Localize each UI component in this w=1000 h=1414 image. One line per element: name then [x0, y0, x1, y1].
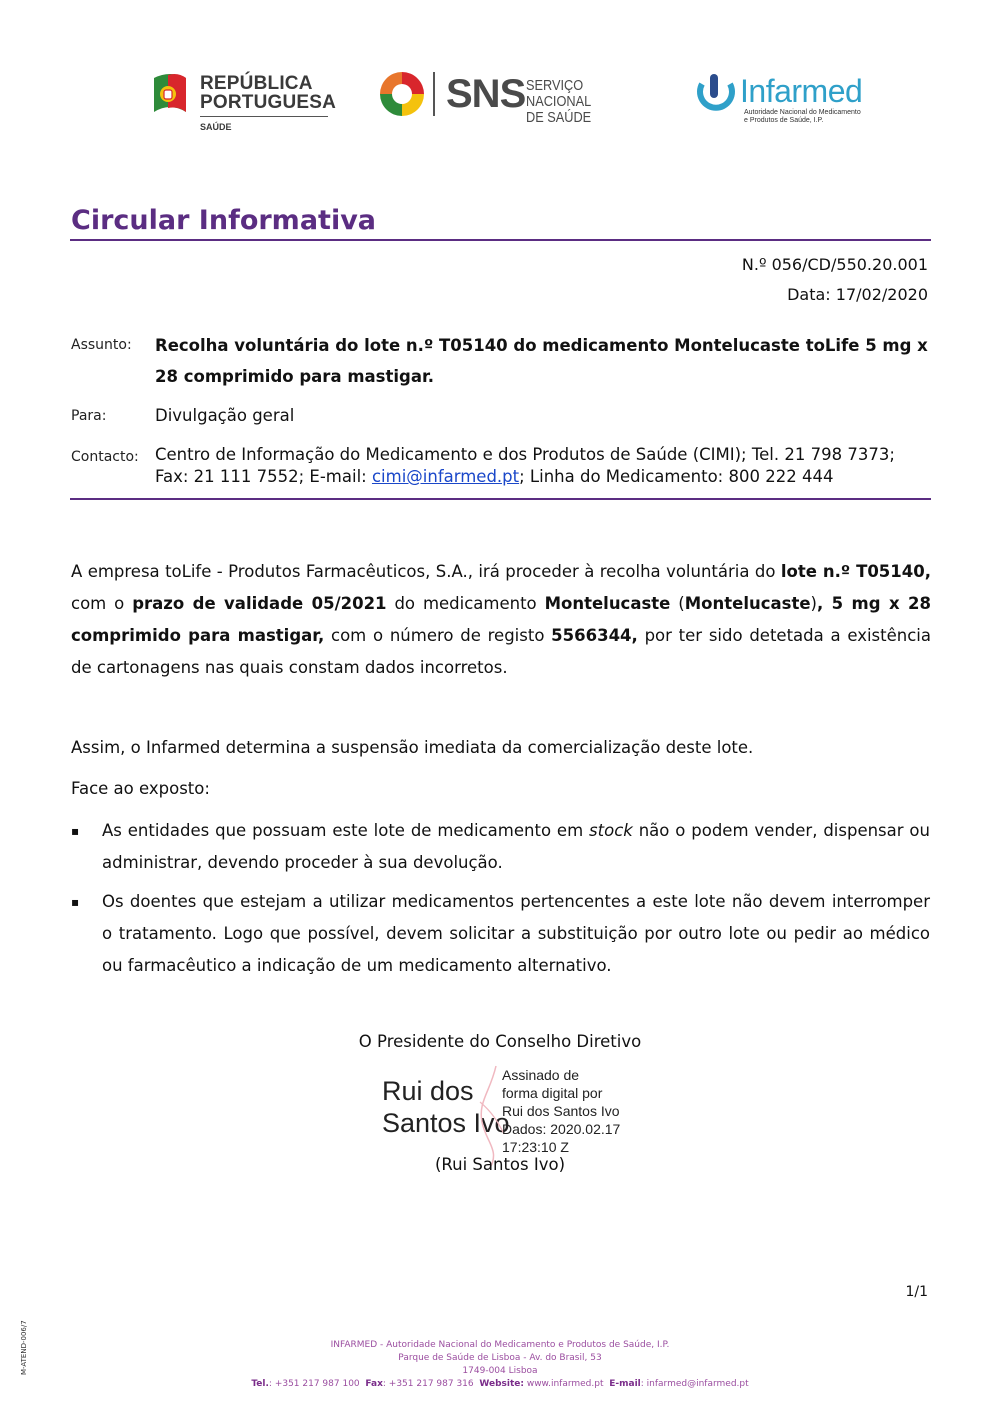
bullet1-text-a: As entidades que possuam este lote de medicamento em: [102, 821, 590, 840]
signatory-printed-name: (Rui Santos Ivo): [434, 1155, 566, 1174]
sns-name-line1: SERVIÇO NACIONAL: [526, 77, 592, 110]
p1-text-d: do medicamento: [386, 594, 545, 613]
rp-line1: REPÚBLICA: [200, 73, 313, 94]
p1-text-a: A empresa toLife - Produtos Farmacêuticos, S.A., irá proceder à recolha voluntária do: [71, 562, 781, 581]
footer-website-label: Website:: [479, 1379, 524, 1389]
bullet-text: Os doentes que estejam a utilizar medicamentos pertencentes a este lote não devem interromper o tratamento. Logo que possível, devem solicitar a substituição por outro lote ou pedir ao médico ou farmacêutico a indicação de um medicamento alternativo.: [102, 892, 930, 975]
footer-postal-code: 1749-004 Lisboa: [462, 1366, 538, 1376]
circular-number: N.º 056/CD/550.20.001: [741, 255, 928, 274]
p1-text-e: (: [670, 594, 685, 613]
assunto-text: Recolha voluntária do lote n.º T05140 do medicamento Montelucaste toLife 5 mg x 28 comprimido para mastigar.: [155, 336, 928, 386]
footer-fax: : +351 217 987 316: [382, 1379, 474, 1389]
paragraph-suspension: Assim, o Infarmed determina a suspensão imediata da comercialização deste lote.: [71, 738, 754, 757]
bullet1-text-b: não o podem vender, dispensar ou administrar, devendo proceder à sua devolução.: [102, 821, 930, 872]
bullet1-stock: stock: [589, 821, 633, 840]
footer-email-link[interactable]: : infarmed@infarmed.pt: [640, 1379, 749, 1389]
footer-address: Parque de Saúde de Lisboa - Av. do Brasil, 53: [398, 1353, 602, 1363]
bullet-marker: ▪: [71, 895, 80, 909]
footer-tel: : +351 217 987 100: [268, 1379, 360, 1389]
signature-name-line1: Rui dos: [382, 1076, 474, 1106]
bullet-marker: ▪: [71, 824, 80, 838]
p1-lot-number: lote n.º T05140,: [780, 562, 932, 581]
signature-detail-4: Dados: 2020.02.17: [502, 1121, 621, 1137]
signature-detail-5: 17:23:10 Z: [502, 1139, 569, 1155]
meta-divider: [70, 498, 931, 500]
signature-detail-3: Rui dos Santos Ivo: [502, 1103, 620, 1119]
infarmed-tagline-2: e Produtos de Saúde, I.P.: [744, 117, 824, 124]
footer-website-link[interactable]: www.infarmed.pt: [523, 1379, 604, 1389]
signatory-role: O Presidente do Conselho Diretivo: [358, 1032, 642, 1051]
bullet-text: [102, 815, 930, 879]
paragraph-recall: [71, 556, 931, 684]
infarmed-emblem-icon: [694, 72, 738, 118]
title-divider: [70, 239, 931, 241]
sns-emblem-icon: [378, 70, 426, 118]
assunto-label: Assunto:: [71, 337, 132, 353]
signature-detail-2: forma digital por: [502, 1085, 603, 1101]
footer-fax-label: Fax: [365, 1379, 383, 1389]
contacto-text-part2: ; Linha do Medicamento: 800 222 444: [519, 467, 834, 486]
digital-signature-details: [502, 1066, 620, 1156]
footer-tel-label: Tel.: [251, 1379, 269, 1389]
rp-sub: SAÚDE: [200, 122, 232, 132]
contacto-text: [155, 444, 930, 488]
footer-org-name: INFARMED - Autoridade Nacional do Medicamento e Produtos de Saúde, I.P.: [330, 1340, 670, 1350]
rp-divider: [200, 116, 328, 117]
footer-contacts: [0, 1378, 1000, 1391]
document-form-code: M-ATEND-006/7: [20, 1320, 28, 1375]
p1-text-c: com o: [71, 594, 133, 613]
infarmed-tagline-1: Autoridade Nacional do Medicamento: [744, 109, 861, 116]
rp-line2: PORTUGUESA: [200, 92, 337, 113]
signature-detail-1: Assinado de: [502, 1067, 580, 1083]
portugal-emblem-icon: [150, 72, 192, 118]
contacto-text-part1: Centro de Informação do Medicamento e dos Produtos de Saúde (CIMI); Tel. 21 798 7373; Fax: 21 111 7552; E-mail:: [155, 445, 895, 486]
republica-portuguesa-logo: [150, 70, 335, 135]
document-title: Circular Informativa: [71, 205, 377, 236]
paragraph-face-ao-exposto: Face ao exposto:: [71, 779, 210, 798]
sns-logo: [378, 70, 648, 126]
infarmed-wordmark: Infarmed: [740, 73, 863, 109]
infarmed-logo: [694, 72, 869, 132]
page-number: 1/1: [905, 1284, 928, 1300]
para-text: Divulgação geral: [155, 406, 295, 425]
para-label: Para:: [71, 408, 107, 424]
p1-registration-number: 5566344,: [551, 626, 638, 645]
p1-medicine-dci: Montelucaste: [684, 594, 811, 613]
p1-medicine: Montelucaste: [544, 594, 671, 613]
footer-email-label: E-mail: [609, 1379, 641, 1389]
sns-name-line2: DE SAÚDE: [526, 109, 592, 126]
contacto-label: Contacto:: [71, 449, 139, 465]
p1-presentation: , 5 mg x 28 comprimido para mastigar,: [71, 594, 932, 645]
p1-expiry: prazo de validade 05/2021: [132, 594, 387, 613]
signature-name-line2: Santos Ivo: [382, 1108, 510, 1138]
p1-text-g: com o número de registo: [324, 626, 552, 645]
circular-date: Data: 17/02/2020: [787, 285, 928, 304]
cimi-email-link[interactable]: cimi@infarmed.pt: [371, 467, 520, 486]
p1-text-f: ): [810, 594, 817, 613]
sns-acronym: SNS: [446, 72, 526, 116]
p1-text-h: por ter sido detetada a existência de cartonagens nas quais constam dados incorretos.: [71, 626, 931, 677]
sns-divider: [433, 72, 435, 116]
